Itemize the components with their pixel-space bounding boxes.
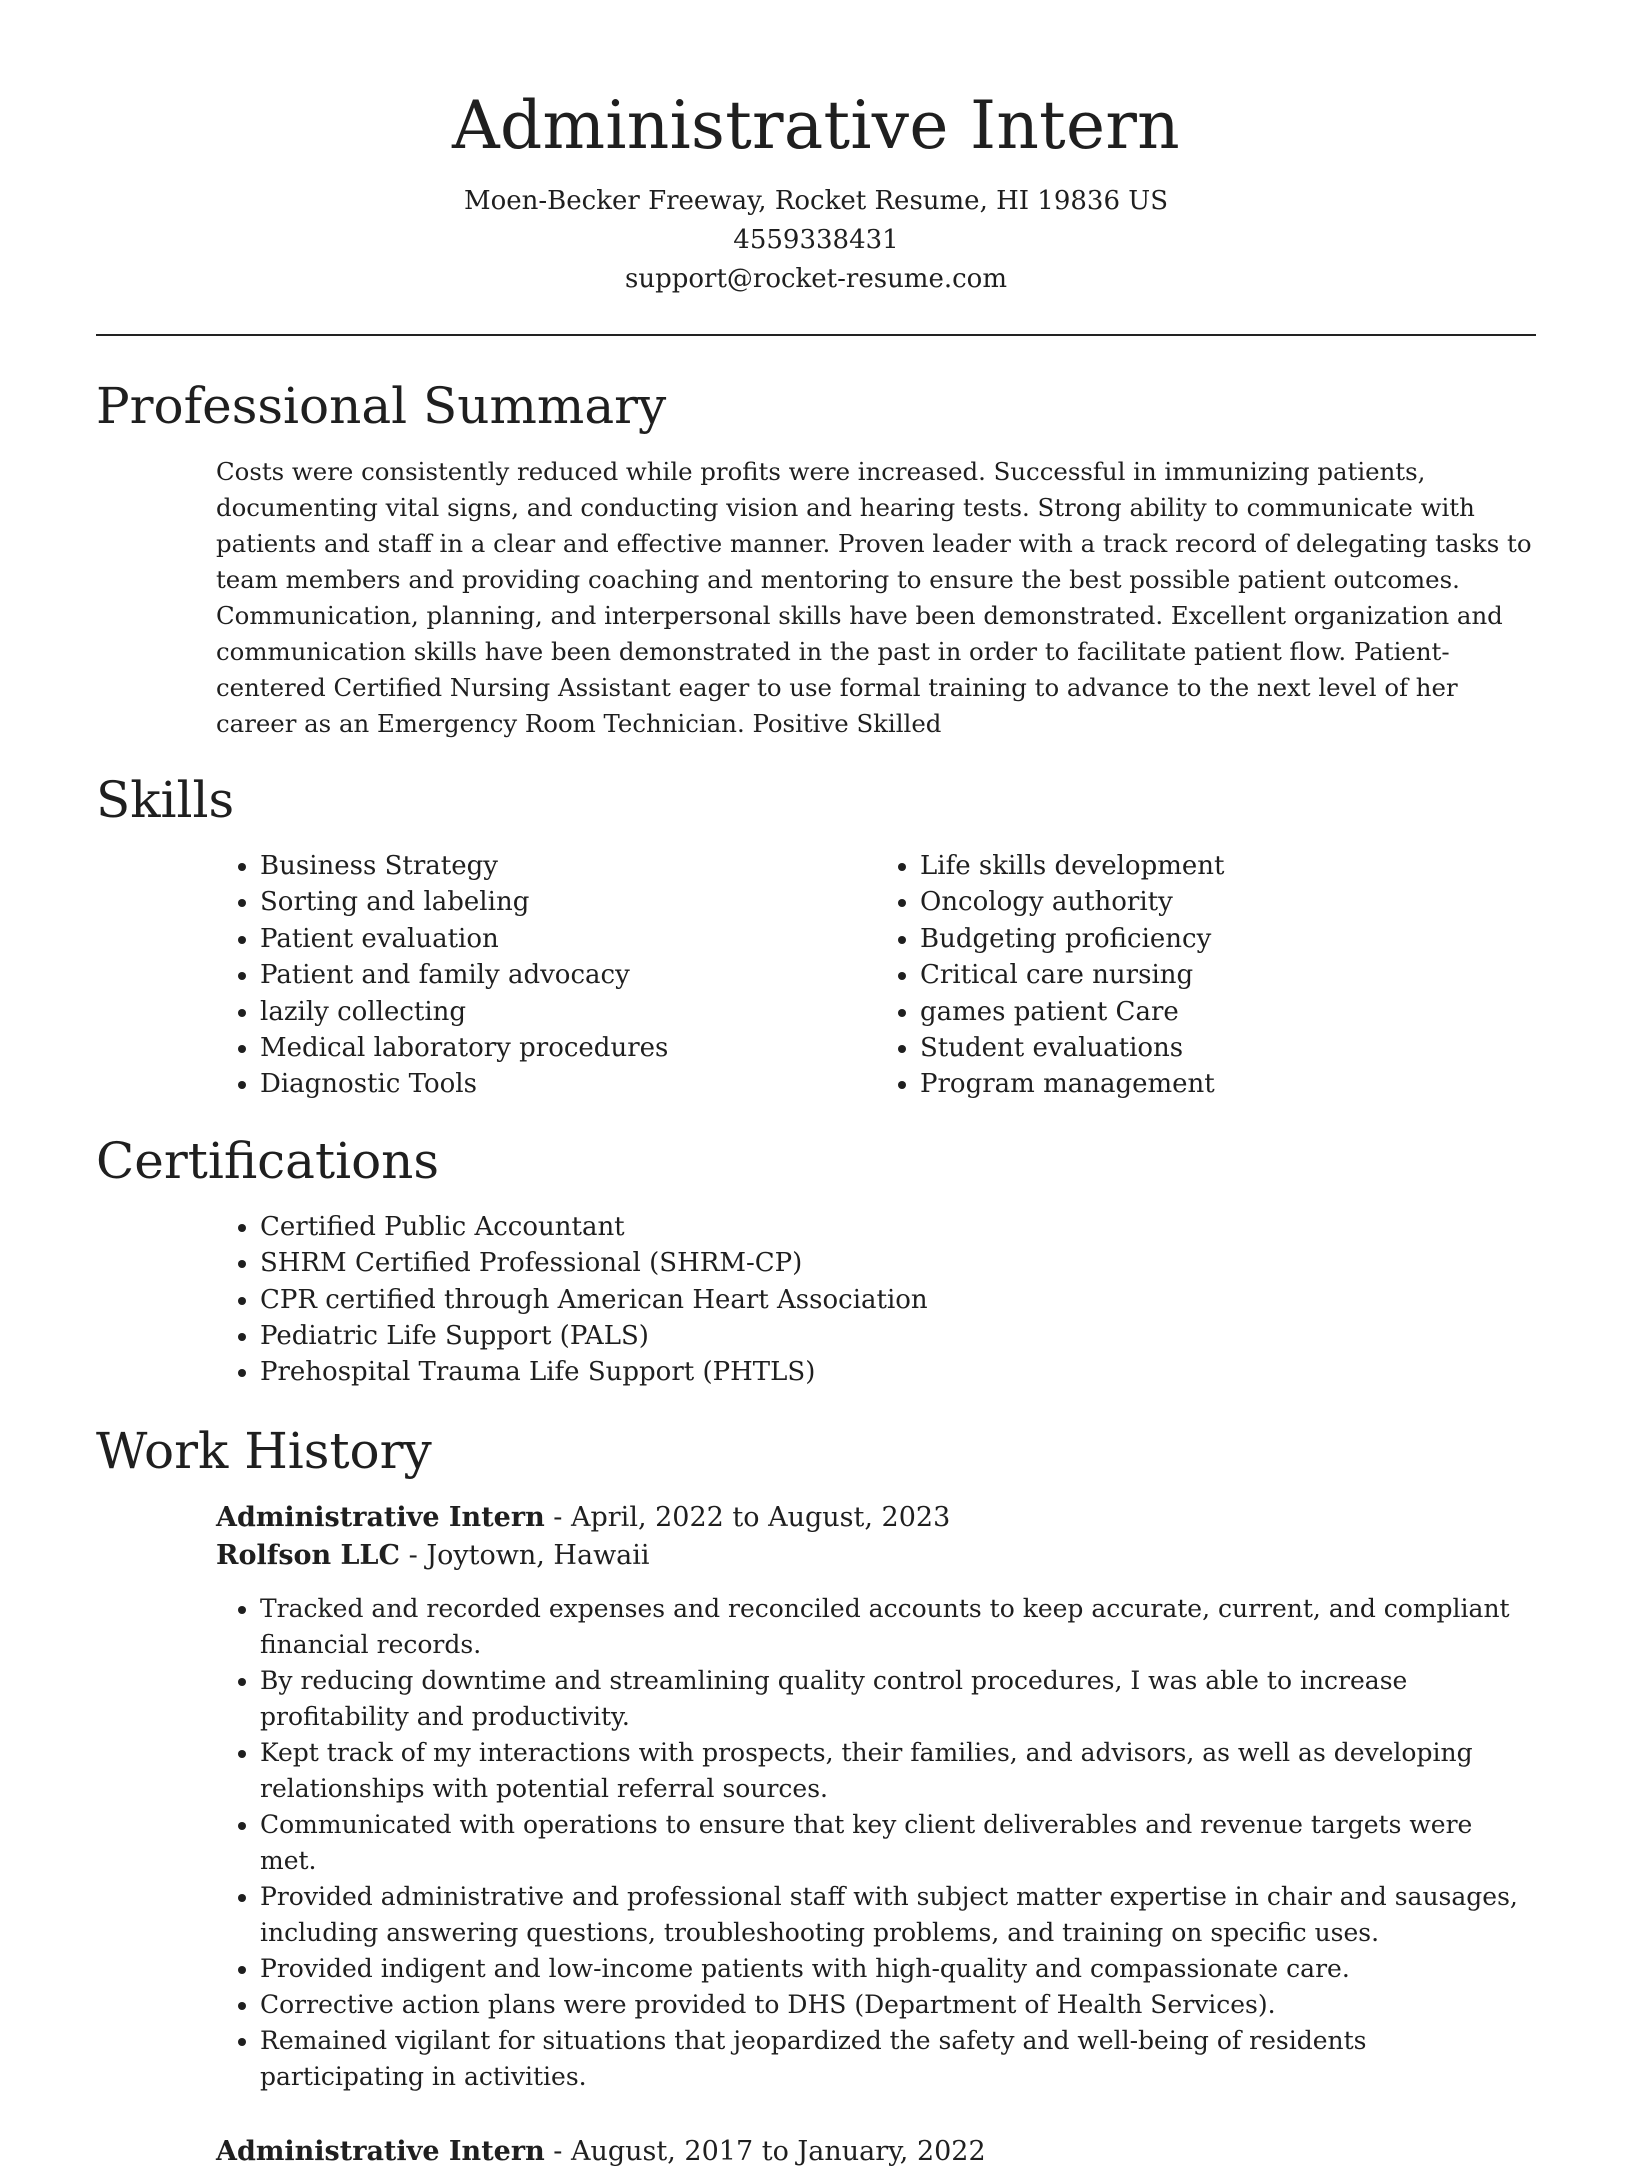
skill-item: • Diagnostic Tools	[260, 1066, 876, 1102]
section-title-summary: Professional Summary	[96, 377, 667, 435]
job-role: Administrative Intern	[216, 1501, 545, 1533]
skills-list-left	[216, 848, 876, 1103]
skills-list-right	[876, 848, 1536, 1103]
job-entry	[216, 2133, 1536, 2171]
job-bullet: • Kept track of my interactions with prospects, their families, and advisors, as well as developing relationships with potential referral sources.	[260, 1735, 1536, 1807]
resume-header	[96, 0, 1536, 299]
job-heading	[216, 2133, 1536, 2171]
job-entry	[216, 1499, 1536, 2095]
resume-page	[96, 0, 1536, 2171]
certifications-list	[216, 1209, 1536, 1391]
certification-item: • Certified Public Accountant	[260, 1209, 1536, 1245]
job-bullet: • Remained vigilant for situations that jeopardized the safety and well-being of residents participating in activities.	[260, 2023, 1536, 2095]
job-role: Administrative Intern	[216, 2135, 545, 2167]
skill-item: • Medical laboratory procedures	[260, 1030, 876, 1066]
certification-item: • Prehospital Trauma Life Support (PHTLS)	[260, 1354, 1536, 1390]
job-bullet: • Communicated with operations to ensure that key client deliverables and revenue targets were met.	[260, 1807, 1536, 1879]
job-bullet: • Corrective action plans were provided to DHS (Department of Health Services).	[260, 1987, 1536, 2023]
skill-item: • Business Strategy	[260, 848, 876, 884]
job-bullet: • By reducing downtime and streamlining quality control procedures, I was able to increase profitability and productivity.	[260, 1663, 1536, 1735]
skill-item: • Life skills development	[920, 848, 1536, 884]
job-employer	[216, 1537, 1536, 1575]
job-bullet: • Tracked and recorded expenses and reconciled accounts to keep accurate, current, and compliant financial records.	[260, 1591, 1536, 1663]
skill-item: • games patient Care	[920, 994, 1536, 1030]
job-dates: - April, 2022 to August, 2023	[544, 1501, 951, 1533]
skill-item: • Patient evaluation	[260, 921, 876, 957]
skill-item: • Oncology authority	[920, 884, 1536, 920]
phone: 4559338431	[733, 225, 899, 255]
job-location: - Joytown, Hawaii	[400, 1539, 650, 1571]
job-heading	[216, 1499, 1536, 1537]
skill-item: • Critical care nursing	[920, 957, 1536, 993]
job-company: Rolfson LLC	[216, 1539, 401, 1571]
skill-item: • Program management	[920, 1066, 1536, 1102]
section-title-work-history: Work History	[96, 1421, 432, 1480]
job-dates: - August, 2017 to January, 2022	[544, 2135, 986, 2167]
skill-item: • lazily collecting	[260, 994, 876, 1030]
section-title-skills: Skills	[96, 771, 235, 829]
skill-item: • Patient and family advocacy	[260, 957, 876, 993]
candidate-name: Administrative Intern	[452, 87, 1180, 164]
skill-item: • Budgeting proficiency	[920, 921, 1536, 957]
job-bullets	[216, 1591, 1536, 2095]
certification-item: • CPR certified through American Heart Association	[260, 1282, 1536, 1318]
job-bullet: • Provided indigent and low-income patients with high-quality and compassionate care.	[260, 1951, 1536, 1987]
skill-item: • Sorting and labeling	[260, 884, 876, 920]
skills-grid	[216, 848, 1536, 1103]
address: Moen-Becker Freeway, Rocket Resume, HI 19836 US	[463, 186, 1169, 216]
skill-item: • Student evaluations	[920, 1030, 1536, 1066]
email: support@rocket-resume.com	[624, 264, 1007, 294]
certification-item: • SHRM Certified Professional (SHRM-CP)	[260, 1245, 1536, 1281]
summary-text: Costs were consistently reduced while profits were increased. Successful in immunizing patients, documenting vital signs, and conducting vision and hearing tests. Strong ability to communicate with patients and staff in a clear and effective manner. Proven leader with a track record of delegating tasks to team members and providing coaching and mentoring to ensure the best possible patient outcomes. Communication, planning, and interpersonal skills have been demonstrated. Excellent organization and communication skills have been demonstrated in the past in order to facilitate patient flow. Patient-centered Certified Nursing Assistant eager to use formal training to advance to the next level of her career as an Emergency Room Technician. Positive Skilled	[216, 457, 1532, 738]
section-title-certifications: Certifications	[96, 1131, 440, 1190]
header-divider	[96, 334, 1536, 336]
job-bullet: • Provided administrative and professional staff with subject matter expertise in chair and sausages, including answering questions, troubleshooting problems, and training on specific uses.	[260, 1879, 1536, 1951]
certification-item: • Pediatric Life Support (PALS)	[260, 1318, 1536, 1354]
